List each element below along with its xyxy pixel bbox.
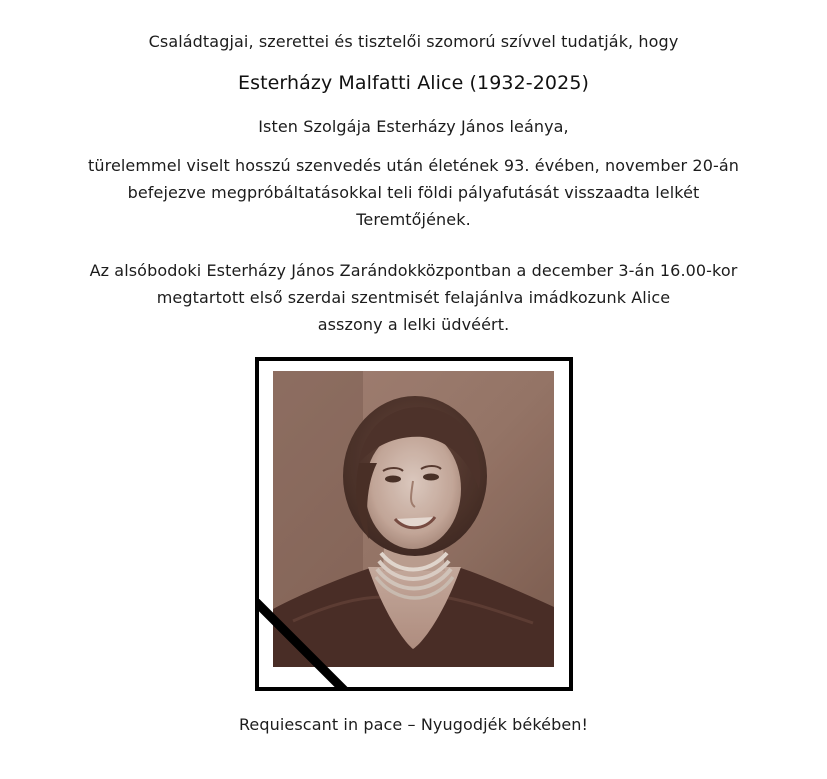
mass-line-3: asszony a lelki üdvéért. — [317, 315, 510, 334]
portrait-photo — [273, 371, 554, 667]
mass-line-1: Az alsóbodoki Esterházy János Zarándokközpontban a december 3-án 16.00-kor — [89, 261, 738, 280]
memorial-photo-frame — [255, 357, 573, 691]
closing-text: Requiescant in pace – Nyugodjék békében! — [238, 715, 589, 734]
body-line-3: Teremtőjének. — [356, 210, 471, 229]
intro-text: Családtagjai, szerettei és tisztelői szomorú szívvel tudatják, hogy — [148, 32, 679, 51]
mass-line-2: megtartott első szerdai szentmisét felajánlva imádkozunk Alice — [156, 288, 671, 307]
relation-text: Isten Szolgája Esterházy János leánya, — [258, 117, 569, 136]
deceased-name: Esterházy Malfatti Alice (1932-2025) — [237, 72, 590, 94]
body-line-1: türelemmel viselt hosszú szenvedés után életének 93. évében, november 20-án — [88, 156, 739, 175]
body-line-2: befejezve megpróbáltatásokkal teli földi pályafutását visszaadta lelkét — [127, 183, 700, 202]
